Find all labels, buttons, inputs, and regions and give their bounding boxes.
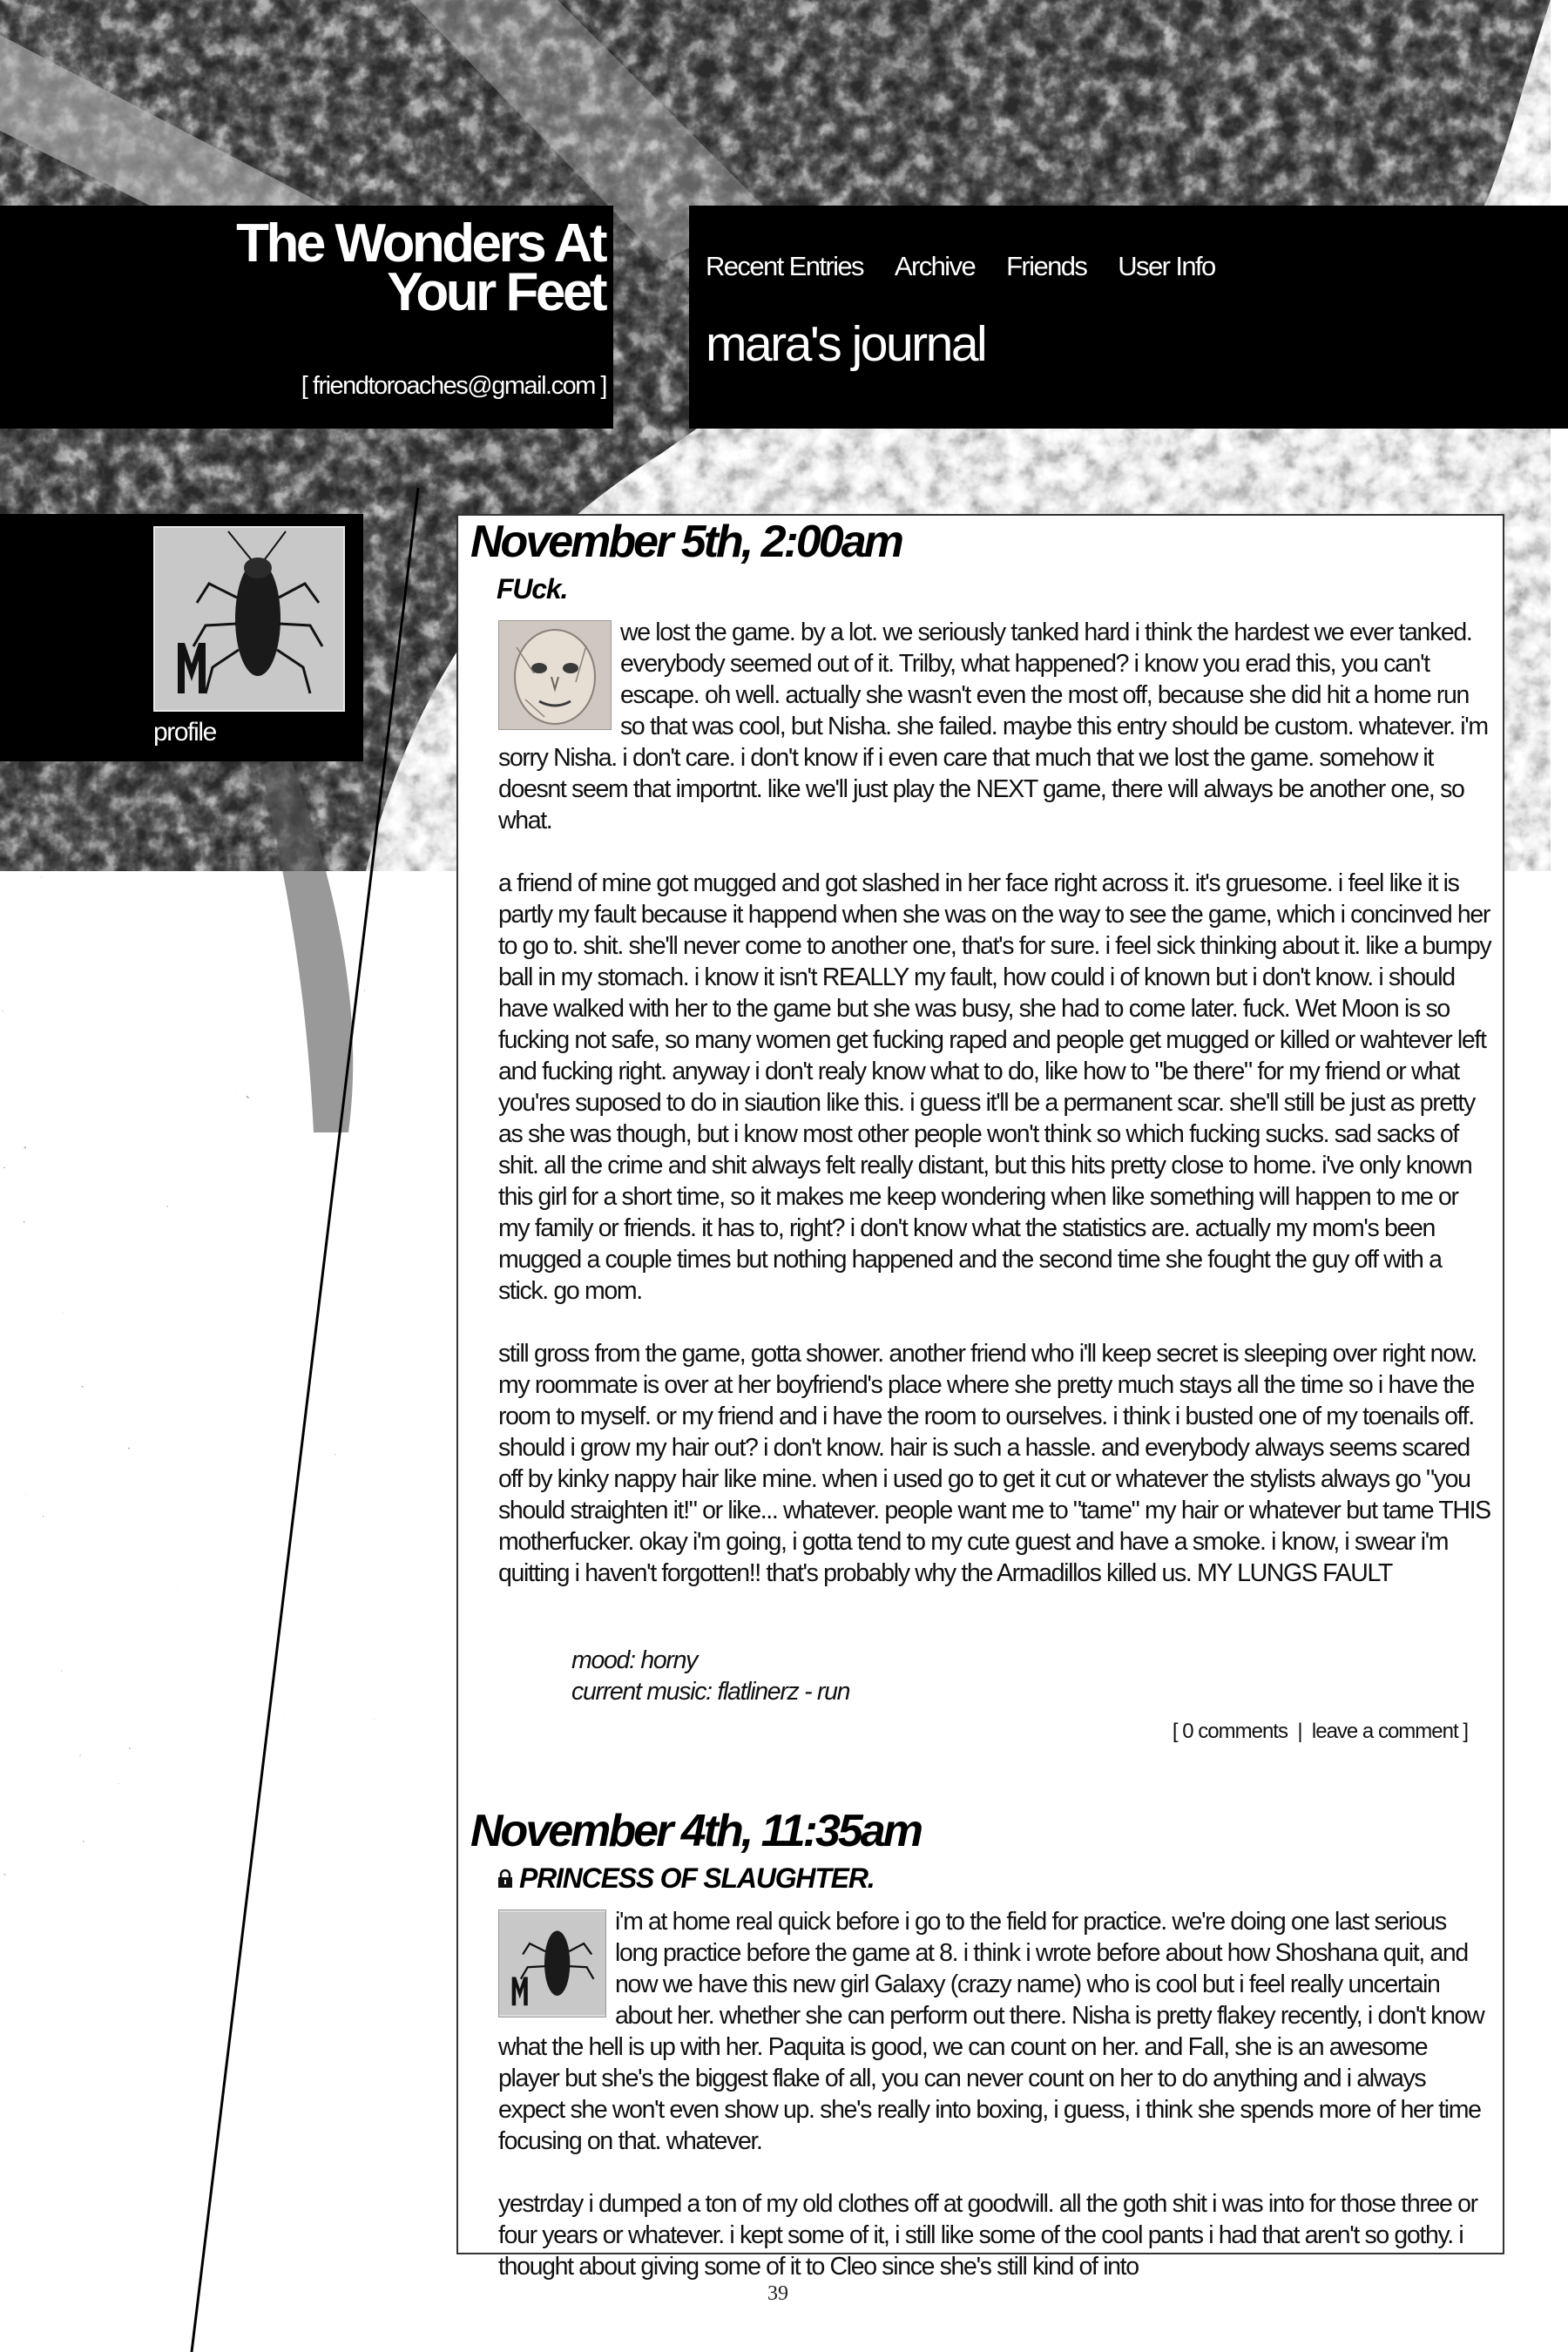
entry-date: November 4th, 11:35am — [470, 1806, 921, 1856]
nav-friends[interactable]: Friends — [1006, 251, 1087, 281]
entry-subject: FUck. — [497, 573, 568, 605]
doll-face-icon — [499, 621, 611, 729]
blog-title-box — [0, 206, 613, 429]
blog-title-line-1: The Wonders At — [236, 213, 605, 274]
main-nav — [706, 251, 1215, 282]
entry-paragraph: i'm at home real quick before i go to the field for practice. we're doing one last serious long practice before the game at 8. i think i wrote before about how Shoshana quit, and now we have this new girl Galaxy (crazy name) who is cool but i feel really uncertain about her. whether she can perform out there. Nisha is pretty flakey recently, i don't know what the hell is up with her. Paquita is good, we can count on her. and Fall, she is an awesome player but she's the biggest flake of all, you can never count on her to do anything and i always expect she won't even show up. she's really into boxing, i guess, i think she spends more of her time focusing on that. whatever. — [498, 1908, 1484, 2155]
blog-title — [0, 213, 605, 322]
nav-recent-entries[interactable]: Recent Entries — [706, 251, 863, 281]
entry-paragraph: a friend of mine got mugged and got slashed in her face right across it. it's gruesome. i feel like it is partly my fault because it happend when she was on the way to see the game, which i concinved her to go to. shit. she'll never come to another one, that's for sure. i feel sick thinking about it. like a bumpy ball in my stomach. i know it isn't REALLY my fault, how could i of known but i don't know. i should have walked with her to the game but she was busy, she had to come later. fuck. Wet Moon is so fucking not safe, so many women get fucking raped and people get mugged or killed or wahtever left and fucking right. anyway i don't realy know what to do, like how to "be there" for my friend or what you'res suposed to do in siaution like this. i guess it'll be a permanent scar. she'll still be just as pretty as she was though, but i know most other people won't think so which fucking sucks. sad sacks of shit. all the crime and shit always felt really distant, but this hits pretty close to home. i've only known this girl for a short time, so it makes me keep wondering when like something will happen to me or my family or friends. it has to, right? i don't know what the statistics are. actually my mom's been mugged a couple times but nothing happened and the second time she fought the guy off with a stick. go mom. — [498, 869, 1491, 1305]
nav-archive[interactable]: Archive — [894, 251, 976, 281]
entry-date: November 5th, 2:00am — [470, 517, 902, 567]
blog-email: [ friendtoroaches@gmail.com ] — [301, 372, 606, 400]
lock-icon — [497, 1864, 514, 1885]
entry-mood: mood: horny — [571, 1646, 698, 1674]
entry-paragraph: still gross from the game, gotta shower. another friend who i'll keep secret is sleeping over right now. my roommate is over at her boyfriend's place where she pretty much stays all the time so i have the room to myself. or my friend and i have the room to ourselves. i think i busted one of my toenails off. should i grow my hair out? i don't know. hair is such a hassle. and everybody always seems scared off by kinky nappy hair like mine. when i used go to get it cut or whatever the stylists always go "you should straighten it!" or like... whatever. people want me to "tame" my hair or whatever but tame THIS motherfucker. okay i'm going, i gotta tend to my cute guest and have a smoke. i know, i swear i'm quitting i haven't forgotten!! that's probably why the Armadillos killed us. MY LUNGS FAULT — [498, 1340, 1490, 1587]
entry-subject-text: PRINCESS OF SLAUGHTER. — [519, 1862, 875, 1894]
entry-paragraph: yestrday i dumped a ton of my old clothes off at goodwill. all the goth shit i was into for those three or four years or whatever. i kept some of it, i still like some of the cool pants i had that aren't so gothy. i thought about giving some of it to Cleo since she's still kind of into — [498, 2190, 1477, 2281]
journal-entries — [456, 514, 1504, 2281]
entry-music: current music: flatlinerz - run — [571, 1678, 850, 1706]
userpic-doll — [498, 620, 612, 730]
comments-link[interactable]: 0 comments — [1182, 1720, 1288, 1743]
userpic-cockroach — [498, 1909, 606, 2017]
profile-box — [0, 514, 363, 761]
entry-paragraph: we lost the game. by a lot. we seriously tanked hard i think the hardest we ever tanked. everybody seemed out of it. Trilby, what happened? i know you erad this, you can't escape. oh well. actually she wasn't even the most off, because she did hit a home run so that was cool, but Nisha. she failed. maybe this entry should be custom. whatever. i'm sorry Nisha. i don't care. i don't know if i even care that much that we lost the game. somehow it doesnt seem that importnt. like we'll just play the NEXT game, there will always be another one, so what. — [498, 618, 1488, 835]
entry-body — [498, 617, 1491, 1620]
leave-comment-link[interactable]: leave a comment — [1311, 1720, 1458, 1743]
cockroach-icon — [155, 528, 343, 710]
entry-body — [498, 1906, 1491, 2314]
nav-user-info[interactable]: User Info — [1118, 251, 1215, 281]
page-number: 39 — [767, 2282, 788, 2305]
cockroach-icon — [499, 1910, 605, 2017]
profile-link[interactable]: profile — [153, 718, 216, 747]
entry-subject — [497, 1862, 874, 1895]
profile-picture[interactable] — [153, 526, 345, 712]
journal-name: mara's journal — [706, 316, 986, 372]
blog-title-line-2: Your Feet — [387, 262, 605, 322]
entry-comment-links: [ 0 comments | leave a comment ] — [1172, 1720, 1468, 1743]
nav-box — [689, 206, 1568, 429]
